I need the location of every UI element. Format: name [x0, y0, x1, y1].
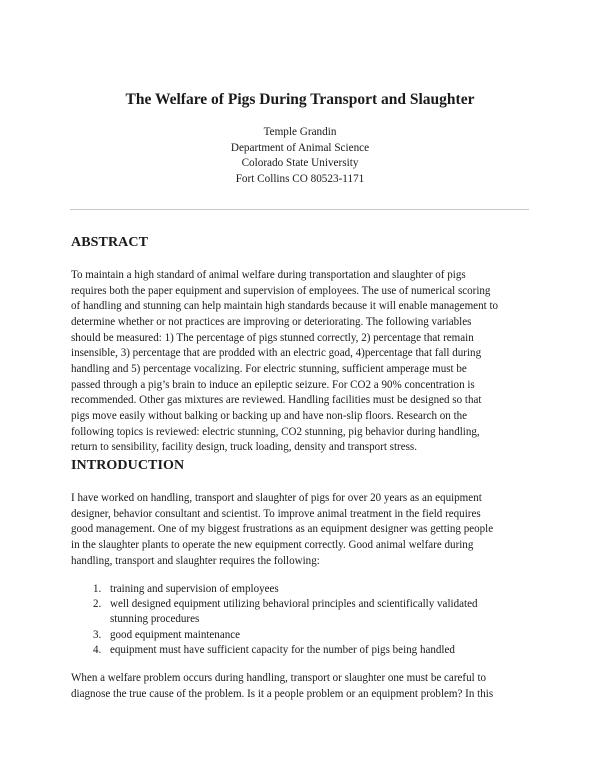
list-number: 3. [93, 628, 102, 641]
list-number: 2. [93, 598, 102, 611]
abstract-line: passed through a pig’s brain to induce an epileptic seizure. For CO2 a 90% concentration is [71, 378, 475, 391]
list-number: 1. [93, 583, 102, 595]
author-name: Temple Grandin [263, 126, 337, 138]
abstract-line: of handling and stunning can help maintain high standards because it will enable management to [71, 300, 499, 313]
list-item-text: stunning procedures [110, 613, 200, 626]
abstract-paragraph [71, 268, 531, 456]
introduction-line: good management. One of my biggest frustrations as an equipment designer was getting people [71, 523, 494, 536]
author-block [0, 125, 600, 187]
abstract-line: pigs move easily without balking or backing up and have non-slip floors. Research on the [71, 409, 468, 422]
list-item-text: good equipment maintenance [110, 628, 241, 641]
header-divider [70, 209, 529, 210]
author-address: Fort Collins CO 80523-1171 [235, 172, 365, 185]
list-item-text: equipment must have sufficient capacity for the number of pigs being handled [110, 643, 455, 656]
abstract-line: determine whether or not practices are improving or deteriorating. The following variables [71, 315, 472, 328]
introduction-line: handling, transport and slaughter requires the following: [71, 554, 320, 567]
list-item-text: training and supervision of employees [110, 583, 279, 595]
abstract-line: return to sensibility, facility design, truck loading, density and transport stress. [71, 441, 417, 454]
list-item [93, 582, 513, 597]
list-item [93, 628, 513, 643]
author-department: Department of Animal Science [230, 141, 370, 154]
closing-paragraph [71, 671, 531, 702]
introduction-heading: INTRODUCTION [71, 458, 185, 473]
abstract-line: handling and 5) percentage vocalizing. For electric stunning, sufficient amperage must be [71, 362, 467, 375]
abstract-line: recommended. Other gas mixtures are reviewed. Handling facilities must be designed so that [71, 394, 482, 407]
abstract-line: should be measured: 1) The percentage of pigs stunned correctly, 2) percentage that remain [71, 331, 474, 344]
requirements-list [93, 582, 513, 658]
introduction-paragraph [71, 491, 531, 569]
list-number: 4. [93, 643, 102, 656]
list-item [93, 643, 513, 658]
paper-title: The Welfare of Pigs During Transport and Slaughter [125, 91, 475, 108]
author-university: Colorado State University [241, 157, 359, 169]
abstract-line: requires both the paper equipment and supervision of employees. The use of numerical scoring [71, 284, 491, 297]
closing-line: diagnose the true cause of the problem. Is it a people problem or an equipment problem? In this [71, 687, 494, 700]
list-item-text: well designed equipment utilizing behavioral principles and scientifically validated [110, 598, 478, 611]
introduction-line: in the slaughter plants to operate the new equipment correctly. Good animal welfare during [71, 538, 474, 551]
introduction-line: I have worked on handling, transport and slaughter of pigs for over 20 years as an equipment [71, 492, 482, 504]
closing-line: When a welfare problem occurs during handling, transport or slaughter one must be careful to [71, 672, 487, 684]
abstract-line: following topics is reviewed: electric stunning, CO2 stunning, pig behavior during handling, [71, 425, 480, 438]
list-item [93, 597, 513, 627]
abstract-line: To maintain a high standard of animal welfare during transportation and slaughter of pigs [71, 269, 466, 281]
introduction-line: designer, behavior consultant and scientist. To improve animal treatment in the field requires [71, 507, 481, 520]
abstract-heading: ABSTRACT [71, 235, 149, 250]
abstract-line: insensible, 3) percentage that are prodded with an electric goad, 4)percentage that fall during [71, 347, 482, 360]
